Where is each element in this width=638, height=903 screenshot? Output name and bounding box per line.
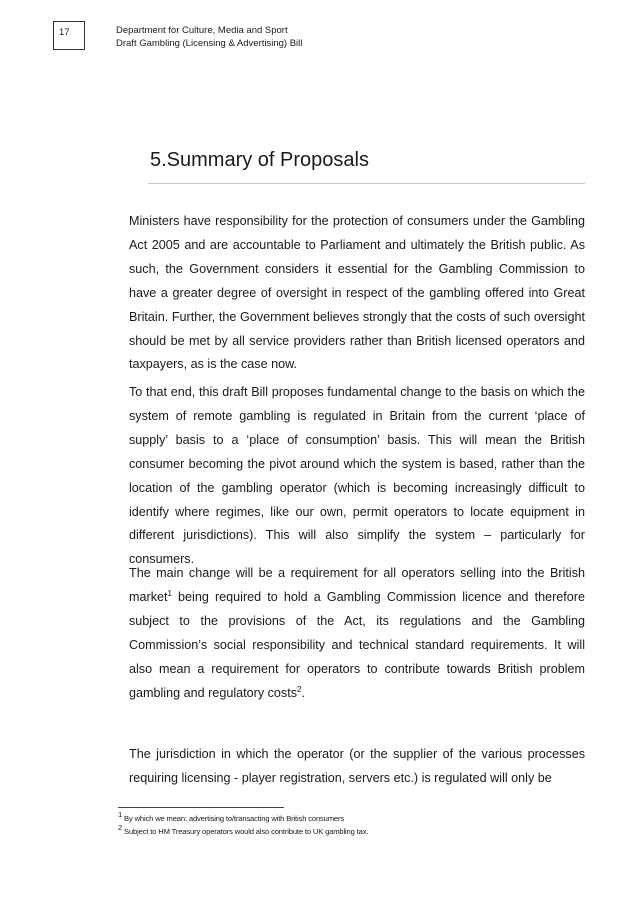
- paragraph-jurisdiction: The jurisdiction in which the operator (or the supplier of the various processes requiring licensing - player registration, servers etc.) is regulated will only be: [129, 747, 585, 785]
- footnotes: [118, 812, 368, 838]
- footnote-ref-1: 1: [167, 588, 172, 598]
- footnote-1-text: By which we mean: advertising to/transacting with British consumers: [124, 814, 345, 823]
- paragraph-main-change-text-2: being required to hold a Gambling Commission licence and therefore subject to the provisions of the Act, its regulations and the Gambling Commission’s social responsibility and technical standard requirements. It will also mean a requirement for operators to contribute towards British problem gambling and regulatory costs: [129, 589, 585, 700]
- title-divider: [148, 183, 585, 184]
- paragraph-ministers-responsibility: Ministers have responsibility for the protection of consumers under the Gambling Act 2005 and are accountable to Parliament and ultimately the British public. As such, the Government considers it essential for the Gambling Commission to have a greater degree of oversight in respect of the gambling offered into Great Britain. Further, the Government believes strongly that the costs of such oversight should be met by all service providers rather than British licensed operators and taxpayers, as is the case now.: [129, 214, 585, 372]
- footnote-1-number: 1: [118, 810, 123, 819]
- document-header: [116, 24, 302, 50]
- header-department: Department for Culture, Media and Sport: [116, 25, 288, 36]
- paragraph-place-of-consumption: To that end, this draft Bill proposes fundamental change to the basis on which the system of remote gambling is regulated in Britain from the current ‘place of supply’ basis to a ‘place of consumption’ basis. This will mean the British consumer becoming the pivot around which the system is based, rather than the location of the gambling operator (which is becoming increasingly difficult to identify where regimes, like our own, permit operators to locate equipment in different jurisdictions). This will also simplify the system – particularly for consumers.: [129, 385, 585, 567]
- footnote-2-number: 2: [118, 823, 123, 832]
- paragraph-main-change-text-1: The main change will be a requirement for all operators selling into the British market: [129, 566, 585, 604]
- footnote-ref-2: 2: [297, 684, 302, 694]
- footnote-2: [118, 825, 368, 838]
- page-number: 17: [53, 21, 85, 50]
- paragraph-main-change: [129, 562, 585, 705]
- header-bill-title: Draft Gambling (Licensing & Advertising) Bill: [116, 38, 303, 49]
- footnote-2-text: Subject to HM Treasury operators would also contribute to UK gambling tax.: [124, 827, 369, 836]
- section-title: 5.Summary of Proposals: [150, 149, 369, 171]
- footnote-divider: [118, 807, 284, 808]
- paragraph-main-change-text-3: .: [301, 685, 305, 700]
- footnote-1: [118, 812, 368, 825]
